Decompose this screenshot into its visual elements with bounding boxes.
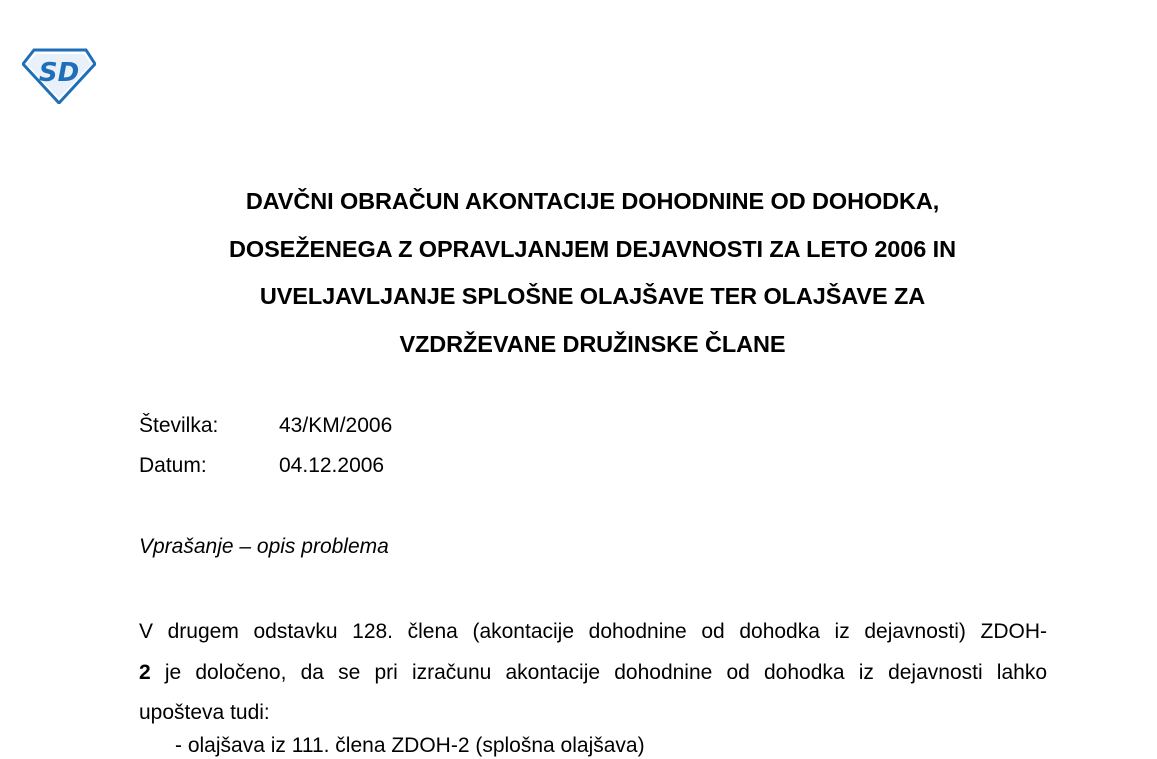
section-heading: Vprašanje – opis problema: [139, 535, 389, 558]
paragraph-line-2-text: je določeno, da se pri izračunu akontacije dohodnine od dohodka iz dejavnosti lahko: [150, 660, 1047, 684]
paragraph-bold-number: 2: [139, 660, 151, 684]
title-line-1: DAVČNI OBRAČUN AKONTACIJE DOHODNINE OD DOHODKA,: [245, 188, 940, 214]
title-line-3: UVELJAVLJANJE SPLOŠNE OLAJŠAVE TER OLAJŠAVE ZA: [259, 283, 926, 309]
sd-diamond-logo-icon: [22, 48, 96, 104]
document-title: [120, 178, 1065, 368]
number-value: 43/KM/2006: [279, 414, 393, 437]
svg-text:SD: SD: [38, 58, 80, 88]
number-label: Številka:: [139, 414, 219, 437]
date-value: 04.12.2006: [279, 454, 385, 477]
paragraph-line-2: [139, 653, 1047, 694]
list-item-cut-off: - olajšava iz 111. člena ZDOH-2 (splošna olajšava): [175, 734, 645, 757]
body-paragraph: [139, 612, 1047, 734]
title-line-2: DOSEŽENEGA Z OPRAVLJANJEM DEJAVNOSTI ZA LETO 2006 IN: [229, 235, 956, 262]
title-line-4: VZDRŽEVANE DRUŽINSKE ČLANE: [399, 330, 786, 357]
paragraph-line-3: upošteva tudi:: [139, 701, 270, 724]
paragraph-line-1: V drugem odstavku 128. člena (akontacije dohodnine od dohodka iz dejavnosti) ZDOH-: [139, 620, 1047, 643]
date-label: Datum:: [139, 454, 207, 477]
